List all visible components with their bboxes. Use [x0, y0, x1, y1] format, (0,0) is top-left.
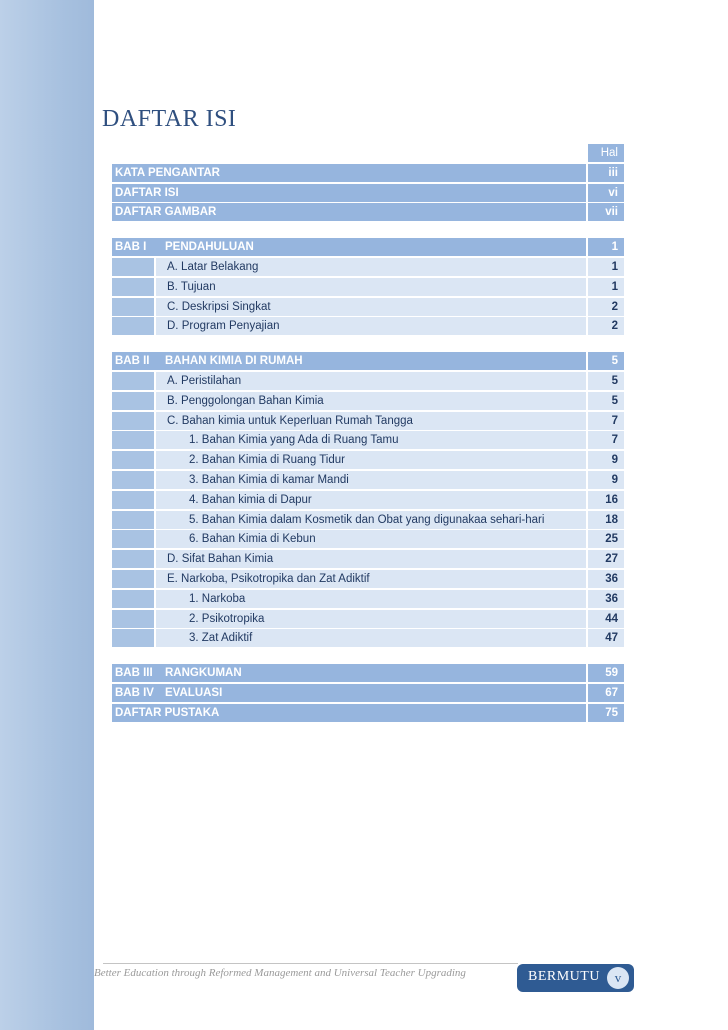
- chapter-title: BAHAN KIMIA DI RUMAH: [165, 355, 303, 368]
- item-label: [156, 431, 586, 449]
- indent-cell: [112, 550, 154, 568]
- indent-cell: [112, 392, 154, 410]
- chapter-page: 5: [588, 352, 624, 370]
- toc-row-item: [112, 392, 624, 410]
- item-label: [156, 412, 586, 430]
- toc-row-item: [112, 511, 624, 529]
- item-page: 44: [588, 610, 624, 628]
- item-page: 36: [588, 570, 624, 588]
- item-label: [156, 317, 586, 335]
- item-label: [156, 511, 586, 529]
- toc-row-item: [112, 278, 624, 296]
- entry-text: DAFTAR ISI: [115, 186, 179, 199]
- page-title: DAFTAR ISI: [102, 106, 237, 132]
- indent-cell: [112, 258, 154, 276]
- indent-cell: [112, 451, 154, 469]
- entry-text: KATA PENGANTAR: [115, 166, 220, 179]
- chapter-heading-row: [112, 238, 624, 256]
- item-page: 16: [588, 491, 624, 509]
- indent-cell: [112, 471, 154, 489]
- item-page: 27: [588, 550, 624, 568]
- item-page: 9: [588, 471, 624, 489]
- back-matter-section: [112, 664, 624, 722]
- toc-row-item: [112, 550, 624, 568]
- entry-text: RANGKUMAN: [165, 667, 242, 680]
- item-text: 3. Zat Adiktif: [189, 632, 253, 645]
- item-text: 1. Bahan Kimia yang Ada di Ruang Tamu: [189, 434, 399, 447]
- indent-cell: [112, 511, 154, 529]
- item-label: [156, 258, 586, 276]
- toc-row-item: [112, 298, 624, 316]
- item-text: 3. Bahan Kimia di kamar Mandi: [189, 473, 349, 486]
- front-matter-section: [112, 164, 624, 222]
- footer-badge: [517, 964, 634, 992]
- toc-row-front: [112, 164, 624, 182]
- item-label: [156, 590, 586, 608]
- item-page: 7: [588, 412, 624, 430]
- item-text: 1. Narkoba: [189, 592, 246, 605]
- brand-name: BERMUTU: [528, 969, 600, 984]
- page-number: v: [607, 967, 629, 989]
- item-page: 36: [588, 590, 624, 608]
- chapter-heading-row: [112, 352, 624, 370]
- entry-label: [112, 203, 586, 221]
- indent-cell: [112, 431, 154, 449]
- footer-divider: [103, 963, 518, 964]
- item-label: [156, 471, 586, 489]
- item-page: 9: [588, 451, 624, 469]
- item-label: [156, 610, 586, 628]
- toc-row-item: [112, 530, 624, 548]
- item-text: A. Peristilahan: [167, 374, 242, 387]
- entry-text: EVALUASI: [165, 686, 223, 699]
- item-text: 6. Bahan Kimia di Kebun: [189, 533, 316, 546]
- item-page: 18: [588, 511, 624, 529]
- item-page: 1: [588, 258, 624, 276]
- item-page: 5: [588, 392, 624, 410]
- item-page: 25: [588, 530, 624, 548]
- toc-row-back: [112, 704, 624, 722]
- item-text: C. Deskripsi Singkat: [167, 300, 271, 313]
- toc-row-item: [112, 372, 624, 390]
- item-text: B. Penggolongan Bahan Kimia: [167, 394, 324, 407]
- entry-page: vii: [588, 203, 624, 221]
- item-text: 2. Psikotropika: [189, 612, 265, 625]
- table-of-contents: [112, 144, 624, 724]
- indent-cell: [112, 298, 154, 316]
- indent-cell: [112, 372, 154, 390]
- entry-label: [112, 704, 586, 722]
- toc-row-item: [112, 258, 624, 276]
- chapter-label: [112, 352, 586, 370]
- hal-label: Hal: [588, 144, 624, 162]
- item-label: [156, 530, 586, 548]
- entry-text: DAFTAR PUSTAKA: [115, 706, 220, 719]
- entry-label: [112, 164, 586, 182]
- item-text: 5. Bahan Kimia dalam Kosmetik dan Obat yang digunakaa sehari-hari: [189, 513, 545, 526]
- toc-row-item: [112, 610, 624, 628]
- item-text: B. Tujuan: [167, 280, 216, 293]
- toc-row-item: [112, 491, 624, 509]
- entry-text: DAFTAR GAMBAR: [115, 206, 217, 219]
- item-text: C. Bahan kimia untuk Keperluan Rumah Tangga: [167, 414, 413, 427]
- entry-label: [112, 184, 586, 202]
- chapter-title: PENDAHULUAN: [165, 241, 254, 254]
- item-page: 2: [588, 317, 624, 335]
- entry-page: 59: [588, 664, 624, 682]
- footer-tagline: Better Education through Reformed Management and Universal Teacher Upgrading: [94, 967, 466, 979]
- indent-cell: [112, 629, 154, 647]
- item-page: 47: [588, 629, 624, 647]
- indent-cell: [112, 570, 154, 588]
- entry-page: iii: [588, 164, 624, 182]
- toc-row-front: [112, 203, 624, 221]
- item-text: 4. Bahan kimia di Dapur: [189, 493, 312, 506]
- hal-header-row: [112, 144, 624, 162]
- entry-page: vi: [588, 184, 624, 202]
- entry-label: [112, 664, 586, 682]
- item-label: [156, 550, 586, 568]
- bab1-section: [112, 238, 624, 335]
- indent-cell: [112, 610, 154, 628]
- chapter-page: 1: [588, 238, 624, 256]
- item-label: [156, 372, 586, 390]
- item-text: D. Sifat Bahan Kimia: [167, 553, 274, 566]
- chapter-number: BAB I: [115, 241, 147, 254]
- item-label: [156, 298, 586, 316]
- toc-row-item: [112, 317, 624, 335]
- toc-row-item: [112, 451, 624, 469]
- toc-row-item: [112, 471, 624, 489]
- indent-cell: [112, 278, 154, 296]
- indent-cell: [112, 590, 154, 608]
- item-page: 1: [588, 278, 624, 296]
- item-label: [156, 451, 586, 469]
- item-text: A. Latar Belakang: [167, 260, 259, 273]
- toc-row-item: [112, 431, 624, 449]
- toc-row-item: [112, 629, 624, 647]
- item-text: D. Program Penyajian: [167, 320, 280, 333]
- toc-row-item: [112, 412, 624, 430]
- chapter-number: BAB II: [115, 355, 150, 368]
- item-text: E. Narkoba, Psikotropika dan Zat Adiktif: [167, 572, 370, 585]
- indent-cell: [112, 491, 154, 509]
- left-decorative-band: [0, 0, 94, 1030]
- indent-cell: [112, 412, 154, 430]
- entry-page: 67: [588, 684, 624, 702]
- chapter-number: BAB III: [115, 667, 153, 680]
- toc-row-item: [112, 590, 624, 608]
- chapter-label: [112, 238, 586, 256]
- item-label: [156, 629, 586, 647]
- toc-row-item: [112, 570, 624, 588]
- toc-row-back: [112, 684, 624, 702]
- item-label: [156, 570, 586, 588]
- item-label: [156, 491, 586, 509]
- bab2-section: [112, 352, 624, 647]
- item-text: 2. Bahan Kimia di Ruang Tidur: [189, 454, 345, 467]
- indent-cell: [112, 317, 154, 335]
- item-page: 2: [588, 298, 624, 316]
- toc-row-back: [112, 664, 624, 682]
- item-label: [156, 278, 586, 296]
- indent-cell: [112, 530, 154, 548]
- chapter-number: BAB IV: [115, 686, 154, 699]
- toc-row-front: [112, 184, 624, 202]
- entry-page: 75: [588, 704, 624, 722]
- item-page: 5: [588, 372, 624, 390]
- entry-label: [112, 684, 586, 702]
- item-page: 7: [588, 431, 624, 449]
- item-label: [156, 392, 586, 410]
